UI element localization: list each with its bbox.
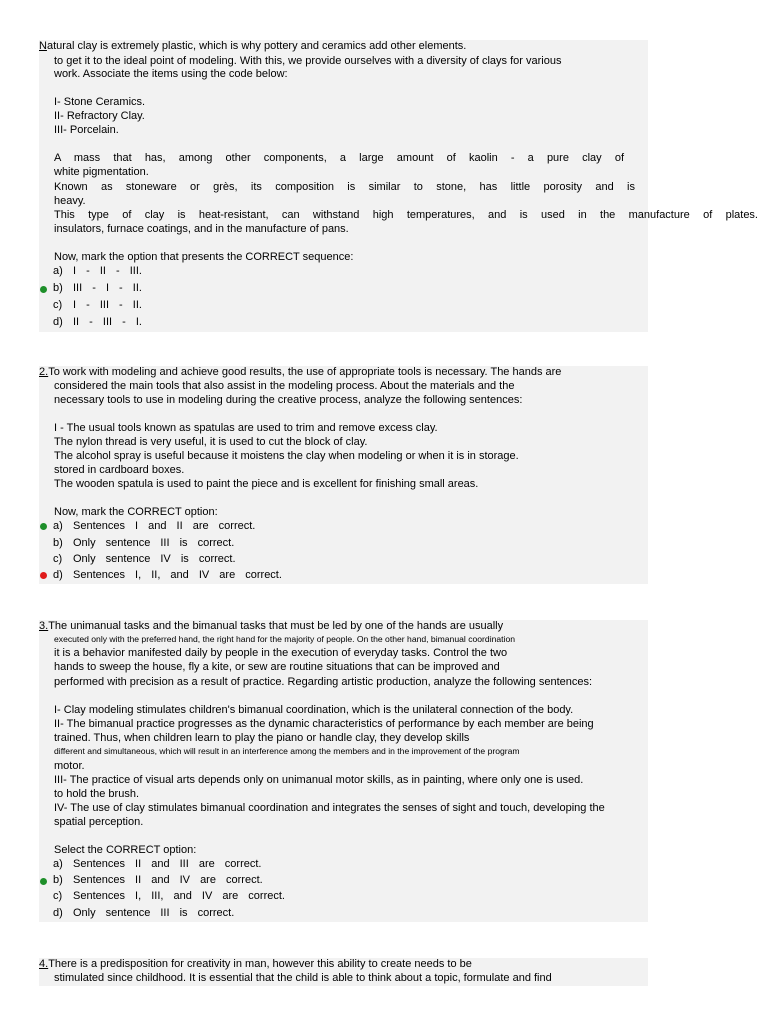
question-text: The unimanual tasks and the bimanual tasks that must be led by one of the hands are usually bbox=[48, 620, 504, 632]
question-text: stimulated since childhood. It is essential that the child is able to think about a topic, formulate and find bbox=[54, 972, 552, 984]
question-text: necessary tools to use in modeling during the creative process, analyze the following sentences: bbox=[54, 394, 523, 406]
option-b[interactable]: b) III - I - II. bbox=[53, 282, 142, 294]
statement: I- Clay modeling stimulates children's bimanual coordination, which is the unilateral connection of the body. bbox=[54, 704, 574, 716]
question-text: To work with modeling and achieve good results, the use of appropriate tools is necessary. The hands are bbox=[48, 366, 562, 378]
question-3-first-line bbox=[39, 620, 503, 633]
correct-answer-marker bbox=[40, 878, 47, 885]
statement: different and simultaneous, which will result in an interference among the members and in the improvement of the program bbox=[54, 746, 520, 756]
question-text: performed with precision as a result of practice. Regarding artistic production, analyze the following sentences: bbox=[54, 676, 593, 688]
statement: III- The practice of visual arts depends only on unimanual motor skills, as in painting, where only one is used. bbox=[54, 774, 584, 786]
option-c[interactable]: c) I - III - II. bbox=[53, 299, 142, 311]
question-1-number: N bbox=[39, 40, 47, 52]
question-prompt: Select the CORRECT option: bbox=[54, 844, 197, 856]
question-text: work. Associate the items using the code below: bbox=[54, 68, 288, 80]
question-2-first-line bbox=[39, 366, 561, 379]
statement: to hold the brush. bbox=[54, 788, 140, 800]
item-label: I- Stone Ceramics. bbox=[54, 96, 146, 108]
option-a[interactable]: a) I - II - III. bbox=[53, 265, 142, 277]
statement: white pigmentation. bbox=[54, 166, 149, 178]
statement: stored in cardboard boxes. bbox=[54, 464, 185, 476]
question-3-number: 3. bbox=[39, 620, 49, 632]
option-d[interactable]: d) Only sentence III is correct. bbox=[53, 907, 235, 919]
question-prompt: Now, mark the option that presents the CORRECT sequence: bbox=[54, 251, 354, 263]
option-c[interactable]: c) Sentences I, III, and IV are correct. bbox=[53, 890, 285, 902]
question-3 bbox=[39, 620, 648, 922]
option-b[interactable]: b) Sentences II and IV are correct. bbox=[53, 874, 263, 886]
statement: This type of clay is heat-resistant, can withstand high temperatures, and is used in the manufacture of plates. bbox=[54, 209, 758, 221]
question-text: There is a predisposition for creativity in man, however this ability to create needs to be bbox=[48, 958, 472, 970]
question-2 bbox=[39, 366, 648, 584]
question-4 bbox=[39, 958, 648, 986]
question-4-number: 4. bbox=[39, 958, 49, 970]
statement: The nylon thread is very useful, it is used to cut the block of clay. bbox=[54, 436, 368, 448]
question-text: to get it to the ideal point of modeling. With this, we provide ourselves with a diversity of clays for various bbox=[54, 55, 562, 67]
question-text: it is a behavior manifested daily by people in the execution of everyday tasks. Control the two bbox=[54, 647, 508, 659]
option-c[interactable]: c) Only sentence IV is correct. bbox=[53, 553, 236, 565]
option-d[interactable]: d) II - III - I. bbox=[53, 316, 142, 328]
statement: heavy. bbox=[54, 195, 86, 207]
question-4-first-line bbox=[39, 958, 472, 971]
statement: I - The usual tools known as spatulas are used to trim and remove excess clay. bbox=[54, 422, 438, 434]
question-text: atural clay is extremely plastic, which is why pottery and ceramics add other elements. bbox=[46, 40, 467, 52]
statement: motor. bbox=[54, 760, 85, 772]
option-a[interactable]: a) Sentences I and II are correct. bbox=[53, 520, 256, 532]
question-prompt: Now, mark the CORRECT option: bbox=[54, 506, 218, 518]
statement: insulators, furnace coatings, and in the manufacture of pans. bbox=[54, 223, 349, 235]
statement: The alcohol spray is useful because it moistens the clay when modeling or when it is in storage. bbox=[54, 450, 519, 462]
item-label: III- Porcelain. bbox=[54, 124, 119, 136]
question-text: executed only with the preferred hand, the right hand for the majority of people. On the other hand, bimanual coordination bbox=[54, 634, 516, 644]
option-b[interactable]: b) Only sentence III is correct. bbox=[53, 537, 235, 549]
correct-answer-marker bbox=[40, 286, 47, 293]
statement: Known as stoneware or grès, its composition is similar to stone, has little porosity and is bbox=[54, 181, 635, 193]
statement: The wooden spatula is used to paint the piece and is excellent for finishing small areas. bbox=[54, 478, 479, 490]
option-d[interactable]: d) Sentences I, II, and IV are correct. bbox=[53, 569, 282, 581]
wrong-answer-marker bbox=[40, 572, 47, 579]
statement: II- The bimanual practice progresses as the dynamic characteristics of performance by each member are being bbox=[54, 718, 594, 730]
option-a[interactable]: a) Sentences II and III are correct. bbox=[53, 858, 262, 870]
question-1 bbox=[39, 40, 758, 332]
statement: spatial perception. bbox=[54, 816, 144, 828]
statement: A mass that has, among other components, a large amount of kaolin - a pure clay of bbox=[54, 152, 624, 164]
item-label: II- Refractory Clay. bbox=[54, 110, 145, 122]
correct-answer-marker bbox=[40, 523, 47, 530]
question-1-first-line bbox=[39, 40, 466, 53]
question-2-number: 2. bbox=[39, 366, 49, 378]
statement: trained. Thus, when children learn to play the piano or handle clay, they develop skills bbox=[54, 732, 470, 744]
statement: IV- The use of clay stimulates bimanual coordination and integrates the senses of sight and touch, developing the bbox=[54, 802, 605, 814]
question-text: hands to sweep the house, fly a kite, or sew are routine situations that can be improved and bbox=[54, 661, 500, 673]
question-text: considered the main tools that also assist in the modeling process. About the materials and the bbox=[54, 380, 515, 392]
